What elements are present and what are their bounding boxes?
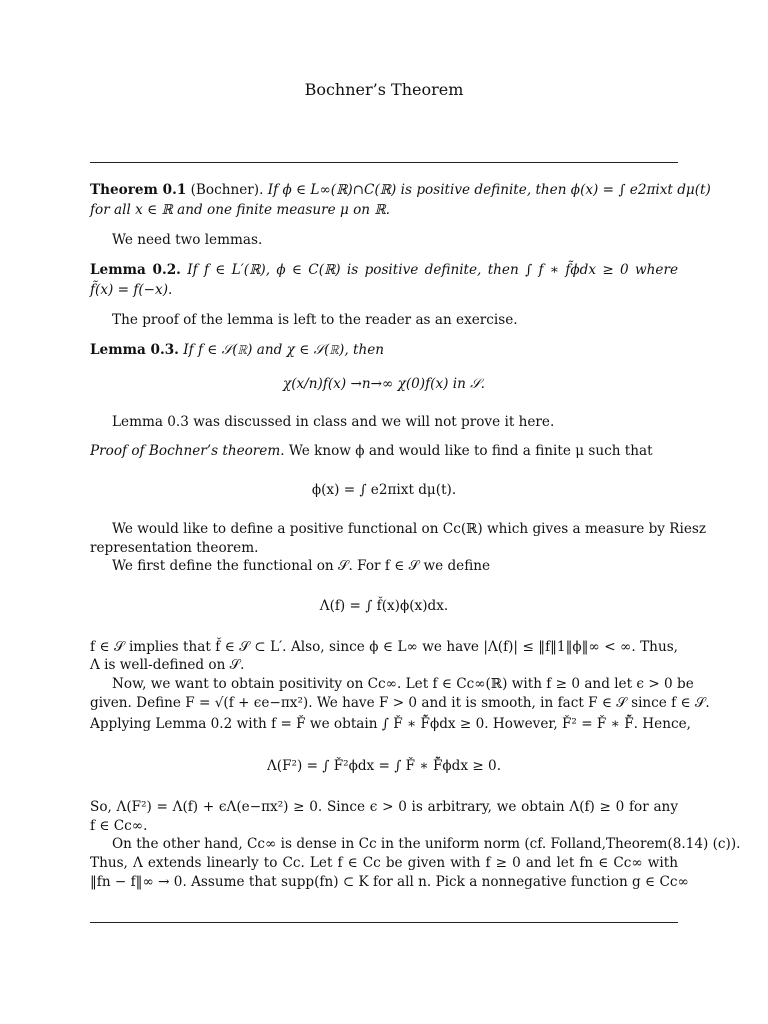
proof-p7-line-1: On the other hand, Cc∞ is dense in Cc in the uniform norm (cf. Folland,Theorem(8.14) (c)). xyxy=(112,836,741,852)
theorem-0-1-line-1 xyxy=(90,180,711,200)
equation-lambda: Λ(f) = ∫ f̌(x)ϕ(x)dx. xyxy=(319,598,449,614)
bottom-rule xyxy=(90,922,678,923)
proof-p6-line-2: f ∈ Cc∞. xyxy=(90,818,148,834)
equation-positivity: Λ(F²) = ∫ F̌²ϕdx = ∫ F̌ ∗ F̌̃ϕdx ≥ 0. xyxy=(266,758,502,774)
lemma-0-2-statement: If f ∈ L′(ℝ), ϕ ∈ C(ℝ) is positive definite, then ∫ f ∗ f̃ϕdx ≥ 0 where xyxy=(180,262,678,278)
proof-p7-line-3: ‖fn − f‖∞ → 0. Assume that supp(fn) ⊂ K for all n. Pick a nonnegative function g ∈ Cc∞ xyxy=(90,874,689,890)
lemma-0-2-line-1 xyxy=(90,260,678,280)
need-two-lemmas: We need two lemmas. xyxy=(112,232,263,248)
lemma-0-2-line-2: f̃(x) = f(−x). xyxy=(90,282,173,298)
equation-phi: ϕ(x) = ∫ e2πixt dμ(t). xyxy=(311,482,457,498)
proof-p3-line-1: We first define the functional on 𝒮. For f ∈ 𝒮 we define xyxy=(112,558,491,574)
proof-p6-line-1: So, Λ(F²) = Λ(f) + ϵΛ(e−πx²) ≥ 0. Since ϵ > 0 is arbitrary, we obtain Λ(f) ≥ 0 for any xyxy=(90,799,678,815)
lemma-0-3-display: χ(x/n)f(x) →n→∞ χ(0)f(x) in 𝒮. xyxy=(282,376,486,392)
proof-label: Proof of Bochner’s theorem. xyxy=(90,443,285,459)
proof-p2-line-1: We would like to define a positive functional on Cc(ℝ) which gives a measure by Riesz xyxy=(112,521,707,537)
exercise-text: The proof of the lemma is left to the reader as an exercise. xyxy=(112,312,518,328)
proof-line-1 xyxy=(90,441,678,461)
lemma-0-3-line-1 xyxy=(90,340,678,360)
proof-p5-line-3: Applying Lemma 0.2 with f = F̌ we obtain ∫ F̌ ∗ F̌̃ϕdx ≥ 0. However, F̌² = F̌ ∗ F̌̃. Hence, xyxy=(90,716,691,732)
lemma-0-3-note: Lemma 0.3 was discussed in class and we will not prove it here. xyxy=(112,414,555,430)
top-rule xyxy=(90,162,678,163)
theorem-0-1-attribution: (Bochner). xyxy=(186,182,268,198)
lemma-0-3-statement: If f ∈ 𝒮(ℝ) and χ ∈ 𝒮(ℝ), then xyxy=(178,342,385,358)
proof-p4-line-2: Λ is well-defined on 𝒮. xyxy=(90,657,245,673)
proof-p5-line-2: given. Define F = √(f + ϵe−πx²). We have F > 0 and it is smooth, in fact F ∈ 𝒮 since f ∈ 𝒮. xyxy=(90,695,710,711)
proof-p5-line-1: Now, we want to obtain positivity on Cc∞. Let f ∈ Cc∞(ℝ) with f ≥ 0 and let ϵ > 0 be xyxy=(112,676,694,692)
proof-intro: We know ϕ and would like to find a finite μ such that xyxy=(284,443,653,459)
theorem-0-1-line-2: for all x ∈ ℝ and one finite measure μ on ℝ. xyxy=(90,202,390,218)
proof-p2-line-2: representation theorem. xyxy=(90,540,259,556)
theorem-0-1-statement: If ϕ ∈ L∞(ℝ)∩C(ℝ) is positive definite, then ϕ(x) = ∫ e2πixt dμ(t) xyxy=(267,182,711,198)
page-title: Bochner’s Theorem xyxy=(304,80,464,99)
theorem-0-1-heading: Theorem 0.1 xyxy=(90,182,187,198)
lemma-0-2-heading: Lemma 0.2. xyxy=(90,262,181,278)
lemma-0-3-heading: Lemma 0.3. xyxy=(90,342,179,358)
proof-p4-line-1: f ∈ 𝒮 implies that f̌ ∈ 𝒮 ⊂ L′. Also, since ϕ ∈ L∞ we have |Λ(f)| ≤ ‖f‖1‖ϕ‖∞ < ∞. Thus, xyxy=(90,639,678,655)
proof-p7-line-2: Thus, Λ extends linearly to Cc. Let f ∈ Cc be given with f ≥ 0 and let fn ∈ Cc∞ with xyxy=(90,855,678,871)
